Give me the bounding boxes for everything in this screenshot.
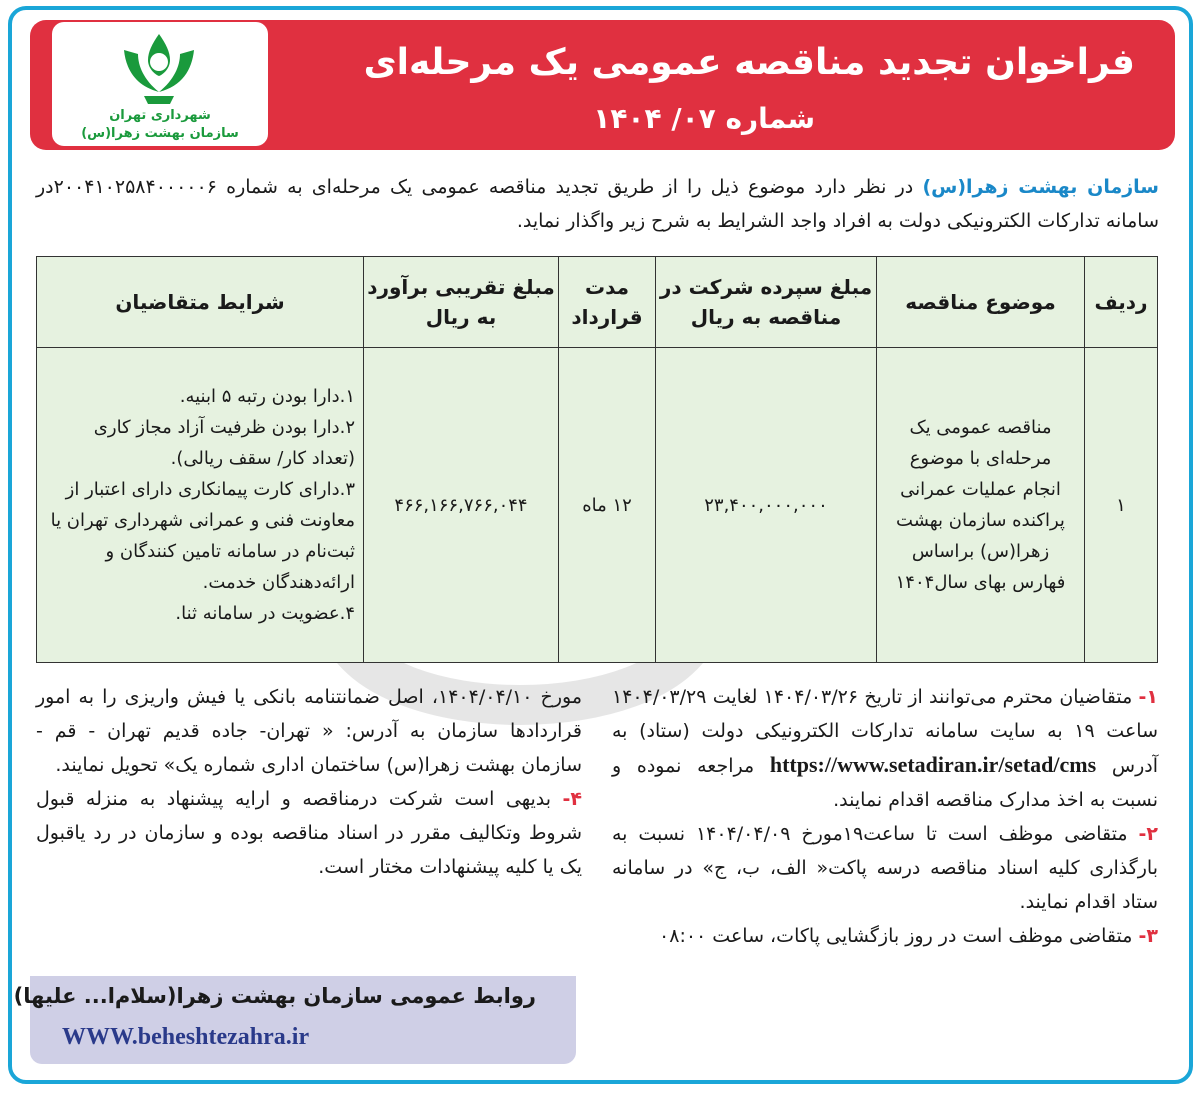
instructions-right-column: [612, 680, 1158, 953]
table-header-row: [37, 257, 1158, 348]
cell-deposit: ۲۳,۴۰۰,۰۰۰,۰۰۰: [656, 348, 877, 663]
cell-index: ۱: [1085, 348, 1158, 663]
header-deposit: مبلغ سپرده شرکت در مناقصه به ریال: [656, 257, 877, 348]
item-3-continued: مورخ ۱۴۰۴/۰۴/۱۰، اصل ضمانتنامه بانکی یا فیش واریزی را به امور قراردادها سازمان به آدرس: « تهران- جاده قدیم تهران - قم - سازمان بهشت زهرا(س) ساختمان اداری شماره یک» تحویل نمایند.: [36, 686, 582, 776]
intro-text: در نظر دارد موضوع ذیل را از طریق تجدید مناقصه عمومی یک مرحله‌ای به شماره ۲۰۰۴۱۰۲۵۸۴۰۰۰۰۰۶در سامانه تدارکات الکترونیکی دولت به افراد واجد الشرایط به شرح زیر واگذار نماید.: [36, 176, 1159, 232]
item-1-text: متقاضیان محترم می‌توانند از تاریخ ۱۴۰۴/۰۳/۲۶ لغایت ۱۴۰۴/۰۳/۲۹ ساعت ۱۹ به سایت سامانه تدارکات الکترونیکی دولت (ستاد) به آدرس: [612, 686, 1158, 777]
item-3-text: متقاضی موظف است در روز بازگشایی پاکات، ساعت ۰۸:۰۰: [659, 925, 1139, 947]
tender-table: [36, 256, 1158, 663]
cell-duration: ۱۲ ماه: [559, 348, 656, 663]
item-4: [36, 782, 582, 884]
item-2-number: ۲-: [1138, 823, 1158, 845]
item-4-text: بدیهی است شرکت درمناقصه و ارایه پیشنهاد به منزله قبول شروط وتکالیف مقرر در اسناد مناقصه بوده و سازمان در رد یاقبول یک یا کلیه پیشنهادات مختار است.: [36, 788, 582, 878]
header-index: ردیف: [1085, 257, 1158, 348]
item-3-number: ۳-: [1138, 925, 1158, 947]
condition-item: ۲.دارا بودن ظرفیت آزاد مجاز کاری (تعداد کار/ سقف ریالی).: [93, 417, 355, 469]
header-subject: موضوع مناقصه: [877, 257, 1085, 348]
header-conditions: شرایط متقاضیان: [37, 257, 364, 348]
website-link[interactable]: WWW.beheshtezahra.ir: [62, 1024, 310, 1050]
item-2-text: متقاضی موظف است تا ساعت۱۹مورخ ۱۴۰۴/۰۴/۰۹ نسبت به بارگذاری کلیه اسناد مناقصه درسه پاکت« الف، ب، ج» در سامانه ستاد اقدام نمایند.: [612, 823, 1158, 913]
page-title: فراخوان تجدید مناقصه عمومی یک مرحله‌ای: [363, 42, 1135, 83]
setad-link[interactable]: https://www.setadiran.ir/setad/cms: [769, 752, 1097, 777]
tender-number: شماره ۰۷/ ۱۴۰۴: [593, 102, 815, 135]
item-1-text-cont: مراجعه نموده و نسبت به اخذ مدارک مناقصه اقدام نمایند.: [612, 755, 1158, 811]
header-duration: مدت قرارداد: [559, 257, 656, 348]
public-relations-title: روابط عمومی سازمان بهشت زهرا(سلام‌ا... علیها): [13, 984, 536, 1008]
condition-item: ۱.دارا بودن رتبه ۵ ابنیه.: [179, 386, 355, 407]
item-2: [612, 817, 1158, 919]
intro-paragraph: [36, 170, 1159, 238]
cell-subject: مناقصه عمومی یک مرحله‌ای با موضوع انجام عملیات عمرانی پراکنده سازمان بهشت زهرا(س) براساس فهارس بهای سال۱۴۰۴: [877, 348, 1085, 663]
logo-organization: سازمان بهشت زهرا(س): [81, 126, 239, 141]
emblem-icon: [114, 30, 204, 110]
header-estimate: مبلغ تقریبی برآورد به ریال: [364, 257, 559, 348]
footer: [13, 976, 576, 1064]
logo-municipality: شهرداری تهران: [109, 108, 211, 123]
organization-name: سازمان بهشت زهرا(س): [922, 176, 1159, 198]
item-4-number: ۴-: [562, 788, 582, 810]
logo: [52, 22, 268, 146]
item-3: [612, 919, 1158, 953]
item-1: [612, 680, 1158, 817]
item-1-number: ۱-: [1138, 686, 1158, 708]
instructions-left-column: [36, 680, 582, 884]
condition-item: ۴.عضویت در سامانه ثنا.: [175, 603, 355, 624]
cell-estimate: ۴۶۶,۱۶۶,۷۶۶,۰۴۴: [364, 348, 559, 663]
table-row: [37, 348, 1158, 663]
condition-item: ۳.دارای کارت پیمانکاری دارای اعتبار از معاونت فنی و عمرانی شهرداری تهران یا ثبت‌نام در سامانه تامین کنندگان و ارائه‌دهندگان خدمت.: [50, 479, 355, 593]
cell-conditions: [37, 348, 364, 663]
